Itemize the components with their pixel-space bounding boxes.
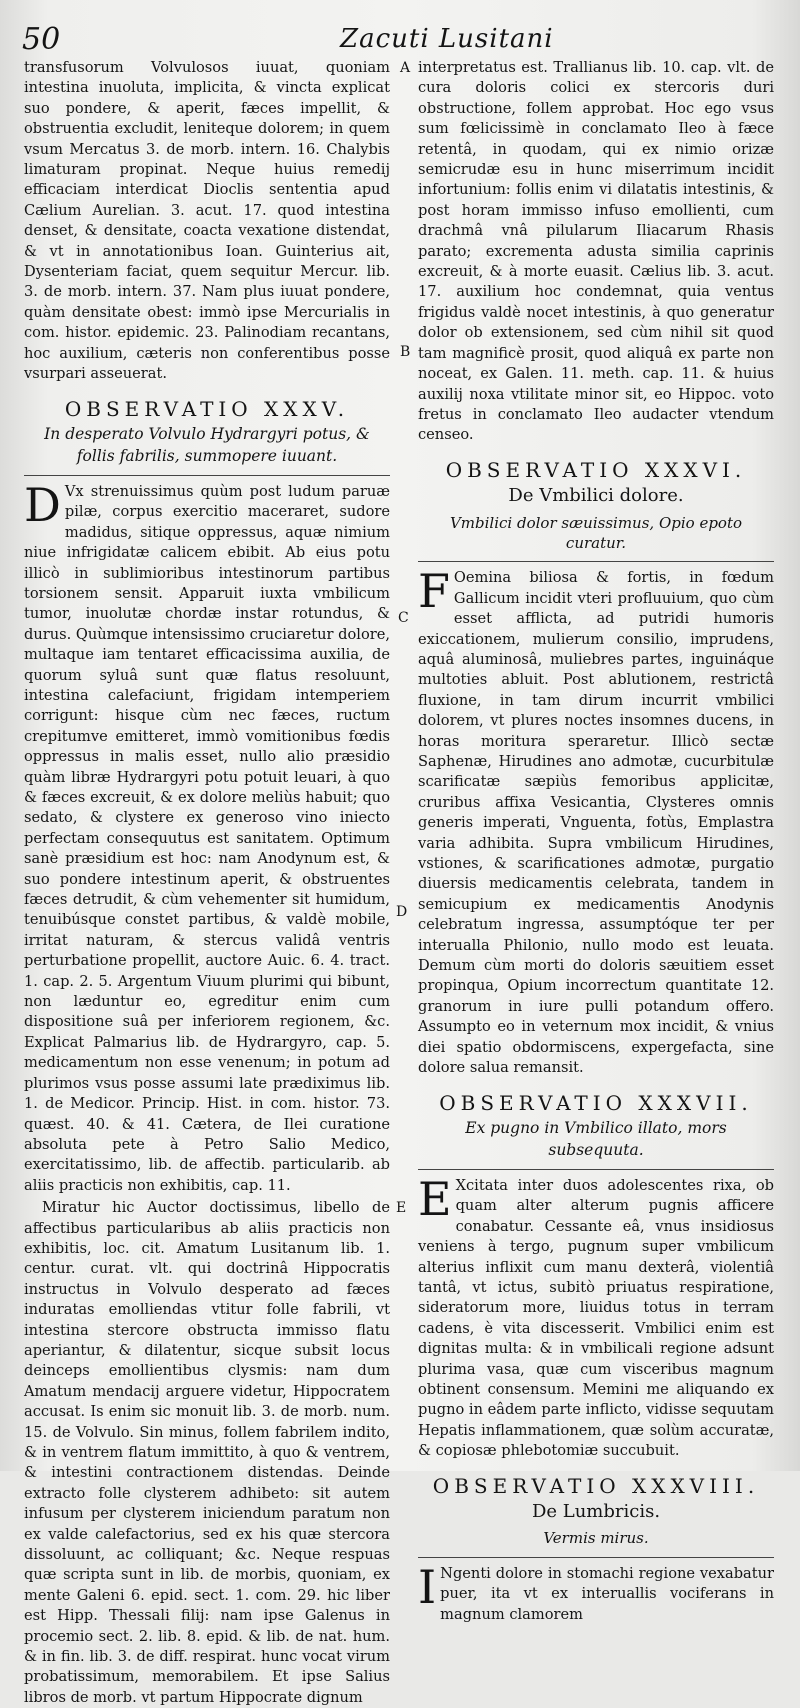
drop-cap: F [418, 564, 450, 619]
divider [418, 1557, 774, 1558]
drop-cap: I [418, 1559, 437, 1614]
observation-subtitle: Vmbilici dolor sæuissimus, Opio epoto curatur. [449, 513, 743, 552]
observation-subtitle: In desperato Volvulo Hydrargyri potus, & follis fabrilis, summopere iuuant. [44, 424, 370, 465]
observation-heading: OBSERVATIO XXXVIII. [432, 1473, 760, 1498]
observation-subtitle: De Lumbricis. [531, 1501, 661, 1522]
paragraph: Oemina biliosa & fortis, in fœdum Gallicum incidit vteri profluuium, quo cùm esset afflicta, ad putridi humoris exiccationem, mulierum consilio, imprudens, aquâ aluminosâ, muliebres partes, inguináque multoties abluit. Post ablutionem, restrictâ fluxione, in tam dirum incurrit vmbilici dolorem, vt plures noctes insomnes ducens, in horas moritura speraretur. Illicò sectæ Saphenæ, Hirudines ano admotæ, cucurbitulæ scarificatæ sæpiùs femoribus applicitæ, cruribus affixa Vesicantia, Clysteres omnis generis imperati, Vnguenta, fotùs, Emplastra varia adhibita. Supra vmbilicum Hirudines, vstiones, & scarificationes admotæ, purgatio diuersis medicamentis celebrata, tandem in semicupium ex medicamentis Anodynis celebratum ingressa, assumptóque ter per interualla Philonio, nullo modo est leuata. Demum cùm morti do doloris sæuitiem esset propinqua, Opium incorrectum quantitate 12. granorum in iure pulli potandum offero. Assumpto eo in veternum mox incidit, & vnius diei spatio obdormiscens, expergefacta, sine dolore salua remansit. [418, 569, 774, 1077]
margin-letter-d: D [396, 904, 408, 920]
paragraph: Ngenti dolore in stomachi regione vexabatur puer, ita vt ex interuallis vociferans in magnum clamorem [440, 1564, 774, 1623]
divider [418, 1169, 774, 1170]
divider [418, 561, 774, 562]
paragraph: Xcitata inter duos adolescentes rixa, ob quam alter alterum pugnis afficere conabatur. Cessante eâ, vnus insidiosus veniens à tergo, pugnum super vmbilicum alterius inflixit cum manu dexterâ, violentiâ tantâ, vt ictus, subitò priuatus respiratione, sideratorum more, liuidus totus in terram cadens, è vita discesserit. Vmbilici enim est dignitas multa: & in vmbilicali regione adsunt plurima vasa, quæ cum visceribus magnum obtinent consensum. Memini me aliquando ex pugno in eâdem parte inflicto, vidisse sequutam Hepatis inflammationem, quæ solùm accuratæ, & copiosæ phlebotomiæ succubuit. [418, 1176, 774, 1460]
paragraph: transfusorum Volvulosos iuuat, quoniam intestina inuoluta, implicita, & vincta explicat suo pondere, & aperit, fæces impellit, & obstruentia excludit, leniteque dolorem; in quem vsum Mercatus 3. de morb. intern. 16. Chalybis limaturam propinat. Neque huius remedij efficaciam interdicat Dioclis sententia apud Cælium Aurelian. 3. acut. 17. quod intestina denset, & densitate, coacta vexatione distendat, & vt in annotationibus Ioan. Guinterius ait, Dysenteriam faciat, quem sequitur Mercur. lib. 3. de morb. intern. 37. Nam plus iuuat pondere, quàm densitate obest: immò ipse Mercurialis in com. histor. epidemic. 23. Palinodiam recantans, hoc auxilium, cæteris non conferentibus posse vsurpari asseuerat. [24, 59, 390, 383]
observation-subtitle: Vermis mirus. [543, 1529, 649, 1548]
observation-subtitle: De Vmbilici dolore. [508, 485, 684, 507]
running-title: Zacuti Lusitani [340, 24, 554, 54]
observation-heading: OBSERVATIO XXXVII. [439, 1090, 753, 1115]
margin-letter-a: A [400, 60, 411, 76]
right-column [418, 58, 774, 1625]
margin-letter-c: C [398, 610, 409, 626]
divider [24, 475, 390, 476]
margin-letter-b: B [400, 344, 411, 360]
paragraph: Vx strenuissimus quùm post ludum paruæ pilæ, corpus exercitio maceraret, sudore madidus, sitique oppressus, aquæ nimium niue infrigidatæ calicem ebibit. Ab eius potu illicò in sublimioribus intestinorum partibus torsionem sensit. Apparuit iuxta vmbilicum tumor, inuolutæ chordæ instar rotundus, & durus. Quùmque intensissimo cruciaretur dolore, multaque iam tentaret efficacissima auxilia, de quorum syluâ sunt quæ flatus resoluunt, intestina calefaciunt, frigidam intemperiem corrigunt: hisque cùm nec fæces, ructum crepitumve emitteret, immò vomitionibus fœdis oppressus in malis esset, nullo alio præsidio quàm libræ Hydrargyri potu potuit leuari, à quo & fæces excreuit, & ex dolore meliùs habuit; quo sedato, & clystere ex generoso vino iniecto perfectam consequutus est sanitatem. Optimum sanè præsidium est hoc: nam Anodynum est, & suo pondere intestinum aperit, & obstruentes fæces detrudit, & cùm vehementer sit humidum, tenuibúsque constet partibus, & valdè mobile, irritat naturam, & stercus validâ ventris perturbatione propellit, auctore Auic. 6. 4. tract. 1. cap. 2. 5. Argentum Viuum plurimi qui bibunt, non læduntur eo, egreditur enim cum dispositione suâ per inferiorem regionem, &c. Explicat Palmarius lib. de Hydrargyro, cap. 5. medicamentum non esse venenum; in potum ad plurimos vsus posse assumi late prædiximus lib. 1. de Medicor. Princip. Hist. in com. histor. 73. quæst. 40. & 41. Cætera, de Ilei curatione absoluta pete à Petro Salio Medico, exercitatissimo, lib. de affectib. particularib. ab aliis practicis non exhibitis, cap. 11. [24, 482, 390, 1194]
left-column [24, 58, 390, 1708]
drop-cap: E [418, 1171, 452, 1226]
observation-heading: OBSERVATIO XXXV. [64, 396, 350, 421]
paragraph: Miratur hic Auctor doctissimus, libello de affectibus particularibus ab aliis practicis non exhibitis, loc. cit. Amatum Lusitanum lib. 1. centur. curat. vlt. qui doctrinâ Hippocratis instructus in Volvulo desperato ad fæces induratas emolliendas vtitur folle fabrili, vt intestina stercore obstructa immisso flatu aperiantur, & dilatentur, sicque subsit locus deinceps emollientibus clysmis: nam dum Amatum mendacij arguere videtur, Hippocratem accusat. Is enim sic monuit lib. 3. de morb. num. 15. de Volvulo. Sin minus, follem fabrilem indito, & in ventrem flatum immittito, à quo & ventrem, & intestini contractionem distendas. Deinde extracto folle clysterem adhibeto: sit autem infusum per clysterem iniciendum paratum non ex valde calefactorius, sed ex his quæ stercora dissoluunt, ac colliquant; &c. Neque respuas quæ scripta sunt in lib. de morbis, quoniam, ex mente Galeni 6. epid. sect. 1. com. 29. hic liber est Hipp. Thessali filij: nam ipse Galenus in procemio sect. 2. lib. 8. epid. & lib. de nat. hum. & in fin. lib. 3. de diff. respirat. hunc vocat virum probatissimum, memorabilem. Et ipse Salius libros de morb. vt partum Hippocrate dignum [24, 1199, 390, 1706]
observation-heading: OBSERVATIO XXXVI. [445, 457, 747, 482]
page-number: 50 [22, 22, 61, 57]
paragraph: interpretatus est. Trallianus lib. 10. cap. vlt. de cura doloris colici ex stercoris duri obstructione, follem approbat. Hoc ego vsus sum fœlicissimè in conclamato Ileo à fæce retentâ, in quodam, qui ex nimio orizæ semicrudæ esu in hunc miserrimum incidit infortunium: follis enim vi dilatatis intestinis, & post horam immisso infuso emollienti, cum drachmâ vnâ pilularum Iliacarum Rhasis parato; excrementa adusta similia caprinis excreuit, & à morte euasit. Cælius lib. 3. acut. 17. auxilium hoc condemnat, quia ventus frigidus valdè nocet intestinis, à quo generatur dolor ob extensionem, sed cùm nihil sit quod tam magnificè prosit, quod aliquâ ex parte non noceat, ex Galen. 11. meth. cap. 11. & huius auxilij noxa vtilitate minor sit, eo Hippoc. voto fretus in conclamato Ileo audacter vtendum censeo. [418, 59, 774, 444]
drop-cap: D [24, 477, 61, 532]
margin-letter-e: E [396, 1200, 407, 1216]
observation-subtitle: Ex pugno in Vmbilico illato, mors subsequuta. [465, 1118, 727, 1159]
